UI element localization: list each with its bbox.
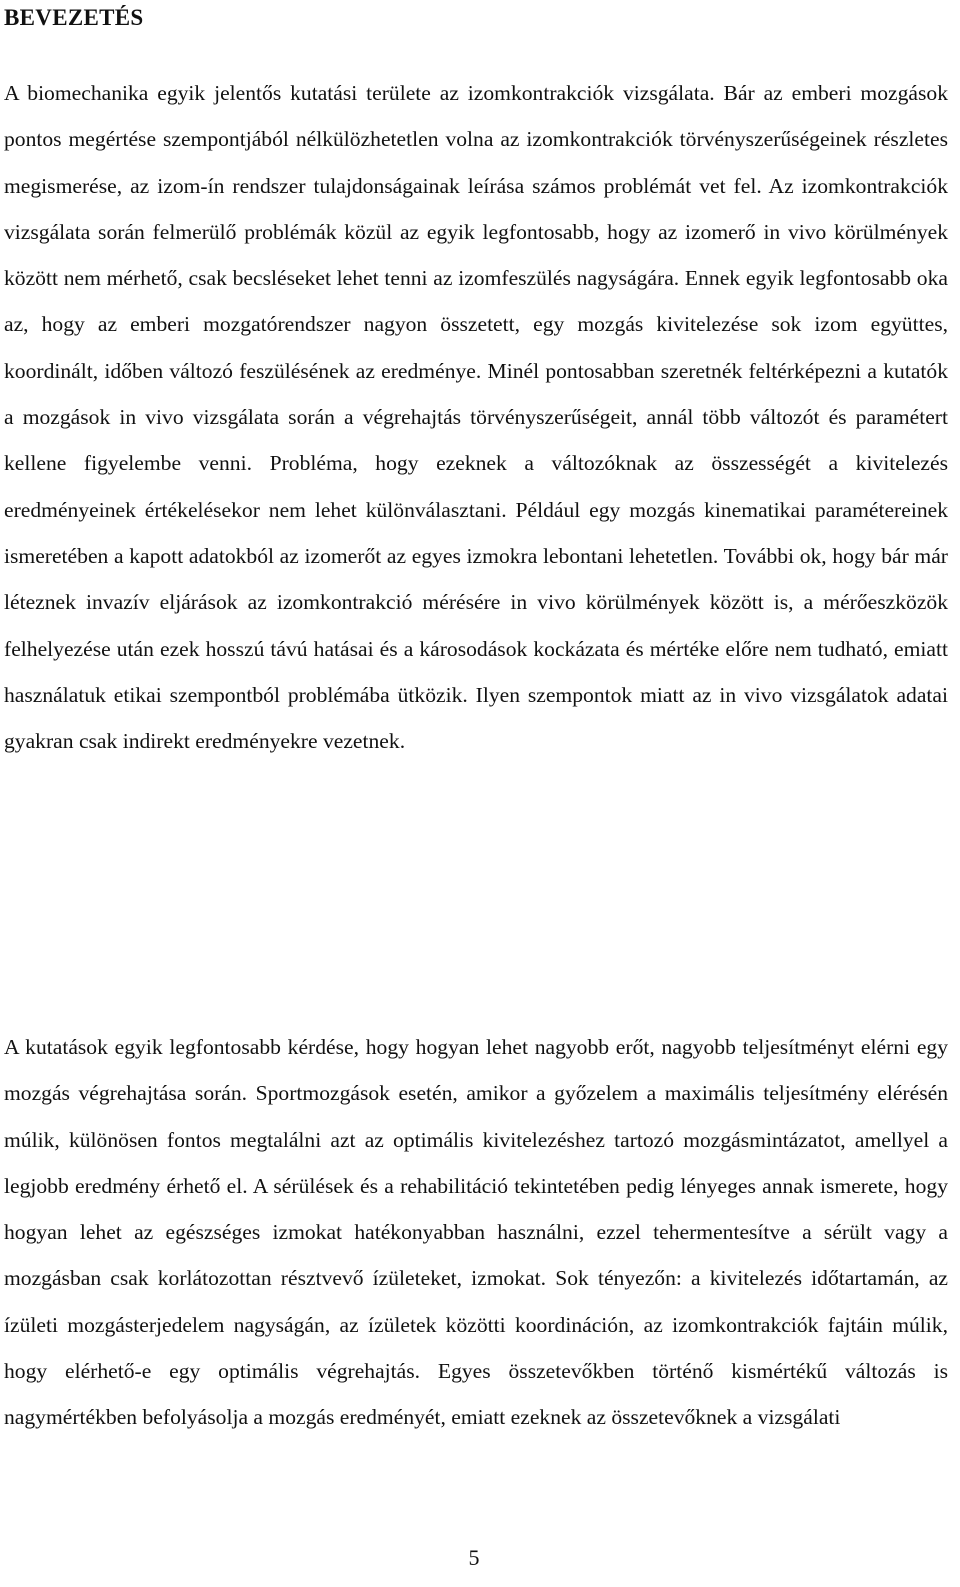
body-paragraph-1: A biomechanika egyik jelentős kutatási területe az izomkontrakciók vizsgálata. Bár az emberi mozgások pontos megértése szempontjából nélkülözhetetlen volna az izomkontrakciók törvényszerűségeinek részletes megismerése, az izom-ín rendszer tulajdonságainak leírása számos problémát vet fel. Az izomkontrakciók vizsgálata során felmerülő problémák közül az egyik legfontosabb, hogy az izomerő in vivo körülmények között nem mérhető, csak becsléseket lehet tenni az izomfeszülés nagyságára. Ennek egyik legfontosabb oka az, hogy az emberi mozgatórendszer nagyon összetett, egy mozgás kivitelezése sok izom együttes, koordinált, időben változó feszülésének az eredménye. Minél pontosabban szeretnék feltérképezni a kutatók a mozgások in vivo vizsgálata során a végrehajtás törvényszerűségeit, annál több változót és paramétert kellene figyelembe venni. Probléma, hogy ezeknek a változóknak az összességét a kivitelezés eredményeinek értékelésekor nem lehet különválasztani. Például egy mozgás kinematikai paramétereinek ismeretében a kapott adatokból az izomerőt az egyes izmokra lebontani lehetetlen. További ok, hogy bár már léteznek invazív eljárások az izomkontrakció mérésére in vivo körülmények között is, a mérőeszközök felhelyezése után ezek hosszú távú hatásai és a károsodások kockázata és mértéke előre nem tudható, emiatt használatuk etikai szempontból problémába ütközik. Ilyen szempontok miatt az in vivo vizsgálatok adatai gyakran csak indirekt eredményekre vezetnek. xyxy=(4,81,948,754)
section-heading: BEVEZETÉS xyxy=(4,5,144,30)
page-number: 5 xyxy=(468,1545,480,1570)
body-paragraph-2: A kutatások egyik legfontosabb kérdése, hogy hogyan lehet nagyobb erőt, nagyobb teljesítményt elérni egy mozgás végrehajtása során. Sportmozgások esetén, amikor a győzelem a maximális teljesítmény elérésén múlik, különösen fontos megtalálni azt az optimális kivitelezéshez tartozó mozgásmintázatot, amellyel a legjobb eredmény érhető el. A sérülések és a rehabilitáció tekintetében pedig lényeges annak ismerete, hogy hogyan lehet az egészséges izmokat hatékonyabban használni, ezzel tehermentesítve a sérült vagy a mozgásban csak korlátozottan résztvevő ízületeket, izmokat. Sok tényezőn: a kivitelezés időtartamán, az ízületi mozgásterjedelem nagyságán, az ízületek közötti koordináción, az izomkontrakciók fajtáin múlik, hogy elérhető-e egy optimális végrehajtás. Egyes összetevőkben történő kismértékű változás is nagymértékben befolyásolja a mozgás eredményét, emiatt ezeknek az összetevőknek a vizsgálati xyxy=(4,1035,948,1430)
